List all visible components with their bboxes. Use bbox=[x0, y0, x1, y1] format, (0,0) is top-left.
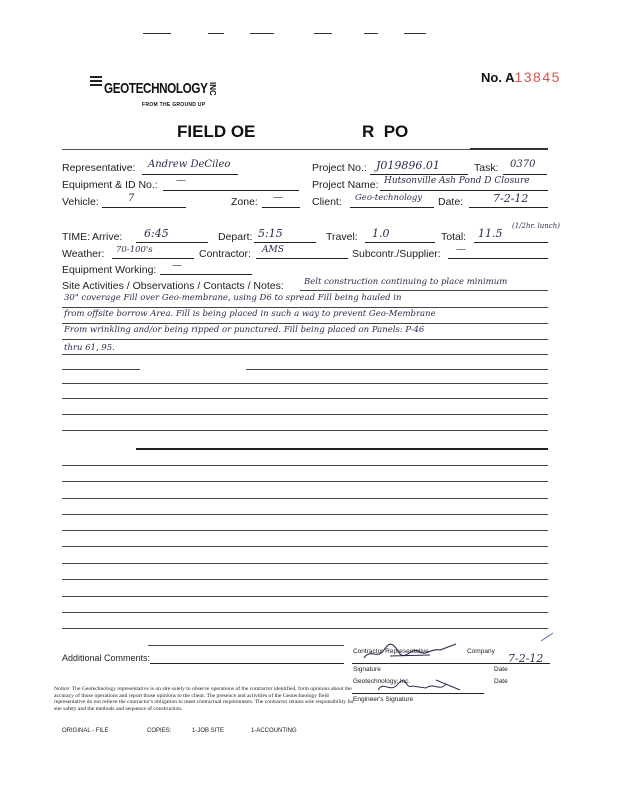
project-name-value[interactable]: Hutsonville Ash Pond D Closure bbox=[384, 176, 530, 186]
company-label: Company bbox=[467, 648, 495, 655]
weather-value[interactable]: 70-100's bbox=[116, 245, 153, 255]
project-no-line bbox=[370, 174, 468, 175]
time-label: TIME: bbox=[62, 231, 90, 243]
project-name-line bbox=[380, 190, 548, 191]
notes-rule-2 bbox=[62, 307, 548, 308]
weather-label: Weather: bbox=[62, 248, 105, 260]
report-number-label: No. A bbox=[481, 70, 515, 85]
blank-line bbox=[62, 579, 548, 580]
engineer-signature-label: Engineer's Signature bbox=[353, 696, 414, 703]
header-rule-accent bbox=[470, 148, 548, 150]
engineer-signature-line bbox=[352, 693, 484, 694]
copy-job-site: 1-JOB SITE bbox=[192, 728, 225, 734]
blank-line bbox=[62, 369, 140, 370]
representative-label: Representative: bbox=[62, 162, 136, 174]
depart-value[interactable]: 5:15 bbox=[258, 227, 283, 240]
blank-line bbox=[62, 530, 548, 531]
notes-rule-3 bbox=[62, 323, 548, 324]
project-name-label: Project Name: bbox=[312, 179, 379, 191]
blank-line bbox=[62, 481, 548, 482]
contractor-line bbox=[256, 258, 348, 259]
blank-line bbox=[62, 414, 548, 415]
contractor-label: Contractor: bbox=[199, 248, 251, 260]
equipment-value[interactable]: — bbox=[176, 175, 186, 186]
contractor-date-label: Date bbox=[494, 666, 508, 673]
vehicle-label: Vehicle: bbox=[62, 196, 99, 208]
logo-tagline: FROM THE GROUND UP bbox=[142, 102, 206, 108]
contractor-value[interactable]: AMS bbox=[262, 245, 284, 255]
project-no-value[interactable]: J019896.01 bbox=[376, 159, 440, 172]
subcontr-line bbox=[448, 258, 548, 259]
contractor-signature[interactable] bbox=[360, 640, 470, 664]
additional-comments-label: Additional Comments: bbox=[62, 653, 151, 663]
arrive-value[interactable]: 6:45 bbox=[144, 227, 169, 240]
company-logo bbox=[90, 76, 260, 112]
report-number-value: 13845 bbox=[514, 69, 561, 85]
arrive-label: Arrive: bbox=[92, 231, 123, 243]
vehicle-value[interactable]: 7 bbox=[128, 193, 135, 204]
blank-line bbox=[62, 612, 548, 613]
project-no-label: Project No.: bbox=[312, 162, 367, 174]
notes-line-4[interactable]: From wrinkling and/or being ripped or punctured. Fill being placed on Panels: P-46 bbox=[64, 325, 425, 335]
client-value[interactable]: Geo-technology bbox=[355, 193, 423, 203]
logo-brand: GEOTECHNOLOGY bbox=[104, 80, 208, 97]
task-value[interactable]: 0370 bbox=[510, 159, 536, 170]
blank-line bbox=[62, 498, 548, 499]
total-label: Total: bbox=[441, 231, 467, 243]
equipment-line bbox=[163, 190, 299, 191]
scan-dash bbox=[404, 33, 426, 34]
notes-line-3[interactable]: from offsite borrow Area. Fill is being placed in such a way to prevent Geo-Membrane bbox=[64, 309, 436, 319]
blank-line bbox=[62, 563, 548, 564]
representative-value[interactable]: Andrew DeCileo bbox=[148, 159, 231, 170]
travel-value[interactable]: 1.0 bbox=[372, 227, 390, 240]
pen-mark bbox=[540, 632, 554, 642]
zone-value[interactable]: — bbox=[273, 192, 283, 203]
copy-accounting: 1-ACCOUNTING bbox=[251, 728, 297, 734]
logo-mark-icon bbox=[90, 76, 102, 86]
subcontr-label: Subcontr./Supplier: bbox=[352, 248, 441, 260]
travel-label: Travel: bbox=[326, 231, 358, 243]
depart-line bbox=[254, 242, 316, 243]
blank-line bbox=[62, 398, 548, 399]
copies-label: COPIES: bbox=[147, 728, 172, 734]
notes-line-1[interactable]: Belt construction continuing to place minimum bbox=[304, 277, 508, 287]
equipment-working-line bbox=[160, 274, 252, 275]
total-value[interactable]: 11.5 bbox=[478, 227, 503, 240]
total-line bbox=[474, 242, 548, 243]
report-title-left: FIELD OE bbox=[177, 122, 256, 141]
client-line bbox=[350, 207, 434, 208]
equipment-label: Equipment & ID No.: bbox=[62, 179, 158, 191]
blank-line bbox=[62, 383, 548, 384]
weather-line bbox=[112, 258, 194, 259]
comments-top-rule bbox=[148, 645, 344, 646]
task-line bbox=[503, 174, 547, 175]
travel-line bbox=[365, 242, 435, 243]
date-line bbox=[469, 207, 548, 208]
scan-dash bbox=[208, 33, 224, 34]
blank-line bbox=[62, 430, 548, 431]
report-number bbox=[481, 69, 561, 87]
logo-inc: INC bbox=[208, 82, 217, 96]
subcontr-value[interactable]: — bbox=[456, 244, 466, 255]
equipment-working-label: Equipment Working: bbox=[62, 264, 157, 276]
arrive-line bbox=[136, 242, 208, 243]
geotech-date-label: Date bbox=[494, 678, 508, 685]
signature-label: Signature bbox=[353, 666, 381, 673]
notes-line-2[interactable]: 30" coverage Fill over Geo-membrane, using D6 to spread Fill being hauled in bbox=[64, 293, 402, 303]
blank-line bbox=[62, 596, 548, 597]
date-label: Date: bbox=[438, 196, 464, 208]
blank-line bbox=[62, 514, 548, 515]
task-label: Task: bbox=[474, 162, 499, 174]
equipment-working-value[interactable]: — bbox=[172, 260, 182, 271]
notes-line-5[interactable]: thru 61, 95. bbox=[64, 343, 115, 353]
client-label: Client: bbox=[312, 196, 342, 208]
scan-dash bbox=[364, 33, 378, 34]
blank-line bbox=[246, 369, 548, 370]
notes-label: Site Activities / Observations / Contacts / Notes: bbox=[62, 280, 284, 292]
blank-line bbox=[136, 448, 548, 450]
notes-rule-1 bbox=[300, 290, 548, 291]
scan-dash bbox=[143, 33, 171, 34]
total-note: (1/2hr. lunch) bbox=[512, 222, 560, 230]
original-file-label: ORIGINAL - FILE bbox=[62, 728, 109, 734]
notice-text: Notice: The Geotechnology representative is on site solely to observe operations of the contractor identified, form opinions about the accuracy of those operations and report those opinions to the client. The presence and activities of the Geotechnology field representative do not relieve the contractor's obligation to meet contractual requirements. The contractor retains sole responsibility for site safety and the methods and sequence of construction. bbox=[54, 686, 354, 712]
depart-label: Depart: bbox=[218, 231, 253, 243]
blank-line bbox=[62, 546, 548, 547]
blank-line bbox=[62, 628, 548, 629]
scan-dash bbox=[250, 33, 274, 34]
report-title-right: R PO bbox=[362, 122, 409, 141]
vehicle-line bbox=[102, 207, 186, 208]
blank-line bbox=[62, 465, 548, 466]
contractor-date-value[interactable]: 7-2-12 bbox=[508, 652, 544, 665]
representative-line bbox=[142, 174, 238, 175]
notes-rule-5 bbox=[62, 354, 548, 355]
contractor-rep-label: Contractor Representative bbox=[353, 648, 429, 655]
notes-rule-4 bbox=[62, 339, 548, 340]
additional-comments-line bbox=[150, 663, 344, 664]
zone-label: Zone: bbox=[231, 196, 258, 208]
scan-dash bbox=[314, 33, 332, 34]
geotech-label: Geotechnology, Inc. bbox=[353, 678, 411, 685]
zone-line bbox=[262, 207, 300, 208]
date-value[interactable]: 7-2-12 bbox=[493, 192, 529, 205]
